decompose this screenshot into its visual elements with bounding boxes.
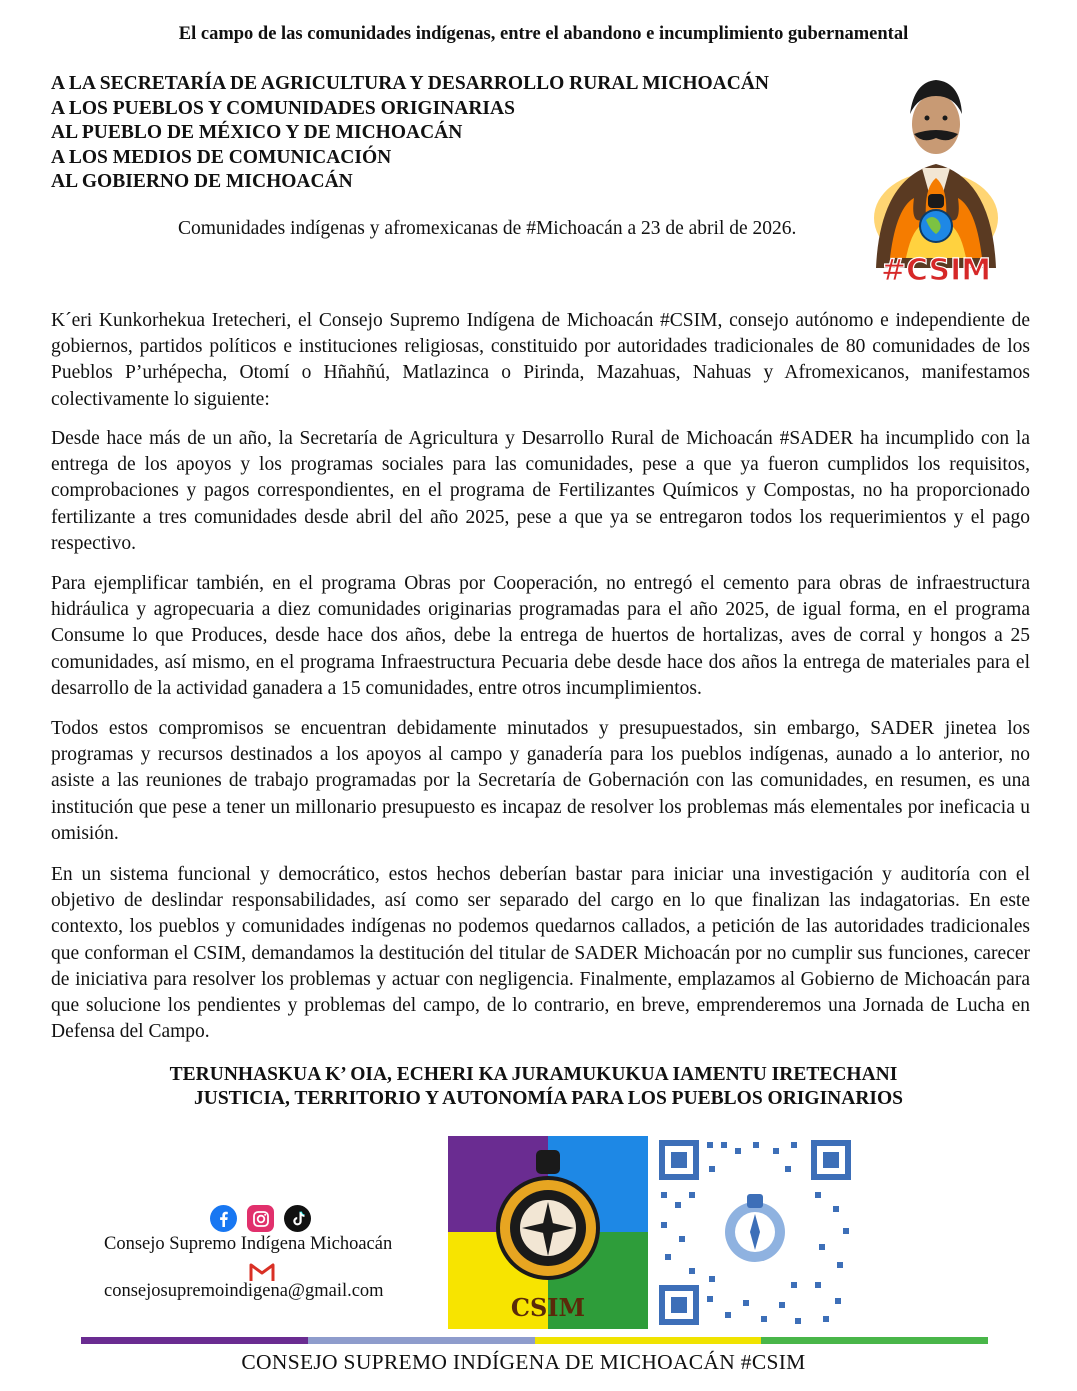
csim-flag-logo [448,1136,648,1329]
addressee-line: A LOS MEDIOS DE COMUNICACIÓN [51,146,392,168]
organization-name: Consejo Supremo Indígena Michoacán [104,1234,393,1254]
color-bar-segment [761,1337,988,1344]
place-date: Comunidades indígenas y afromexicanas de #Michoacán a 23 de abril de 2026. [178,218,797,239]
csim-logo-text: #CSIM [880,253,992,288]
paragraph: En un sistema funcional y democrático, estos hechos deberían bastar para iniciar una investigación y auditoría con el objetivo de deslindar responsabilidades, así como ser separado del cargo en lo que finalizan las indagatorias. En este contexto, los pueblos y comunidades indígenas no podemos quedarnos callados, a petición de las autoridades tradicionales que conforman el CSIM, demandamos la destitución del titular de SADER Michoacán por no cumplir sus funciones, carecer de iniciativa para resolver los problemas y actuar con negligencia. Finalmente, emplazamos al Gobierno de Michoacán para que solucione los pendientes y problemas del campo, de lo contrario, en breve, emprenderemos una Jornada de Lucha en Defensa del Campo. [51,864,1030,1043]
paragraph: Todos estos compromisos se encuentran debidamente minutados y presupuestados, sin embargo, SADER jinetea los programas y recursos destinados a los apoyos al campo y ganadería para los pueblos indígenas, aunado a lo anterior, no asiste a las reuniones de trabajo programadas por la Secretaría de Gobernación con las comunidades, en resumen, es una institución que pese a tener un millonario presupuesto es incapaz de resolver los problemas más elementales por ineficacia u omisión. [51,718,1030,844]
qr-code[interactable] [655,1136,855,1329]
addressee-line: A LA SECRETARÍA DE AGRICULTURA Y DESARROLLO RURAL MICHOACÁN [51,73,770,94]
addressee-line: AL PUEBLO DE MÉXICO Y DE MICHOACÁN [51,122,463,143]
social-icons [210,1205,311,1233]
facebook-icon[interactable] [210,1205,237,1232]
slogan [0,1063,1077,1111]
contact-email[interactable]: consejosupremoindigena@gmail.com [104,1281,384,1301]
color-bar [81,1337,988,1344]
color-bar-segment [308,1337,535,1344]
color-bar-segment [535,1337,762,1344]
document-heading: El campo de las comunidades indígenas, entre el abandono e incumplimiento gubernamental [178,24,909,44]
footer-title: CONSEJO SUPREMO INDÍGENA DE MICHOACÁN #CSIM [241,1350,806,1374]
addressee-line: A LOS PUEBLOS Y COMUNIDADES ORIGINARIAS [51,97,515,119]
paragraph: K´eri Kunkorhekua Iretecheri, el Consejo Supremo Indígena de Michoacán #CSIM, consejo autónomo e independiente de gobiernos, partidos políticos e instituciones religiosas, constituido por autoridades tradicionales de 80 comunidades de los Pueblos P’urhépecha, Otomí o Hñahñú, Matlazinca o Pirinda, Mazahuas, Nahuas y Afromexicanos, manifestamos colectivamente lo siguiente: [51,310,1030,410]
color-bar-segment [81,1337,308,1344]
slogan-line: JUSTICIA, TERRITORIO Y AUTONOMÍA PARA LOS PUEBLOS ORIGINARIOS [193,1088,904,1109]
slogan-line: TERUNHASKUA K’ OIA, ECHERI KA JURAMUKUKUA IAMENTU IRETECHANI [169,1064,898,1085]
instagram-icon[interactable] [247,1205,274,1232]
csim-portrait-logo [866,68,1006,296]
addressee-list [51,72,769,195]
paragraph: Desde hace más de un año, la Secretaría de Agricultura y Desarrollo Rural de Michoacán #SADER ha incumplido con la entrega de los apoyos y los programas sociales para las comunidades, pese a que ya fueron cumplidos los requisitos, comprobaciones y pagos correspondientes, en el programa de Fertilizantes Químicos y Compostas, no ha proporcionado fertilizante a tres comunidades desde abril del año 2025, pese a que ya se entregaron todos los requerimientos y el pago respectivo. [51,428,1030,554]
addressee-line: AL GOBIERNO DE MICHOACÁN [51,171,353,192]
tiktok-icon[interactable] [284,1205,311,1232]
flag-logo-text: CSIM [510,1293,586,1322]
paragraph: Para ejemplificar también, en el programa Obras por Cooperación, no entregó el cemento para obras de infraestructura hidráulica y agropecuaria a diez comunidades originarias programadas para el año 2025, de igual forma, en el programa Consume lo que Produces, desde hace dos años, debe la entrega de huertos de hortalizas, aves de corral y hongos a 25 comunidades, así mismo, en el programa Infraestructura Pecuaria debe desde hace dos años la entrega de materiales para el desarrollo de la actividad ganadera a 15 comunidades, entre otros incumplimientos. [51,573,1030,699]
